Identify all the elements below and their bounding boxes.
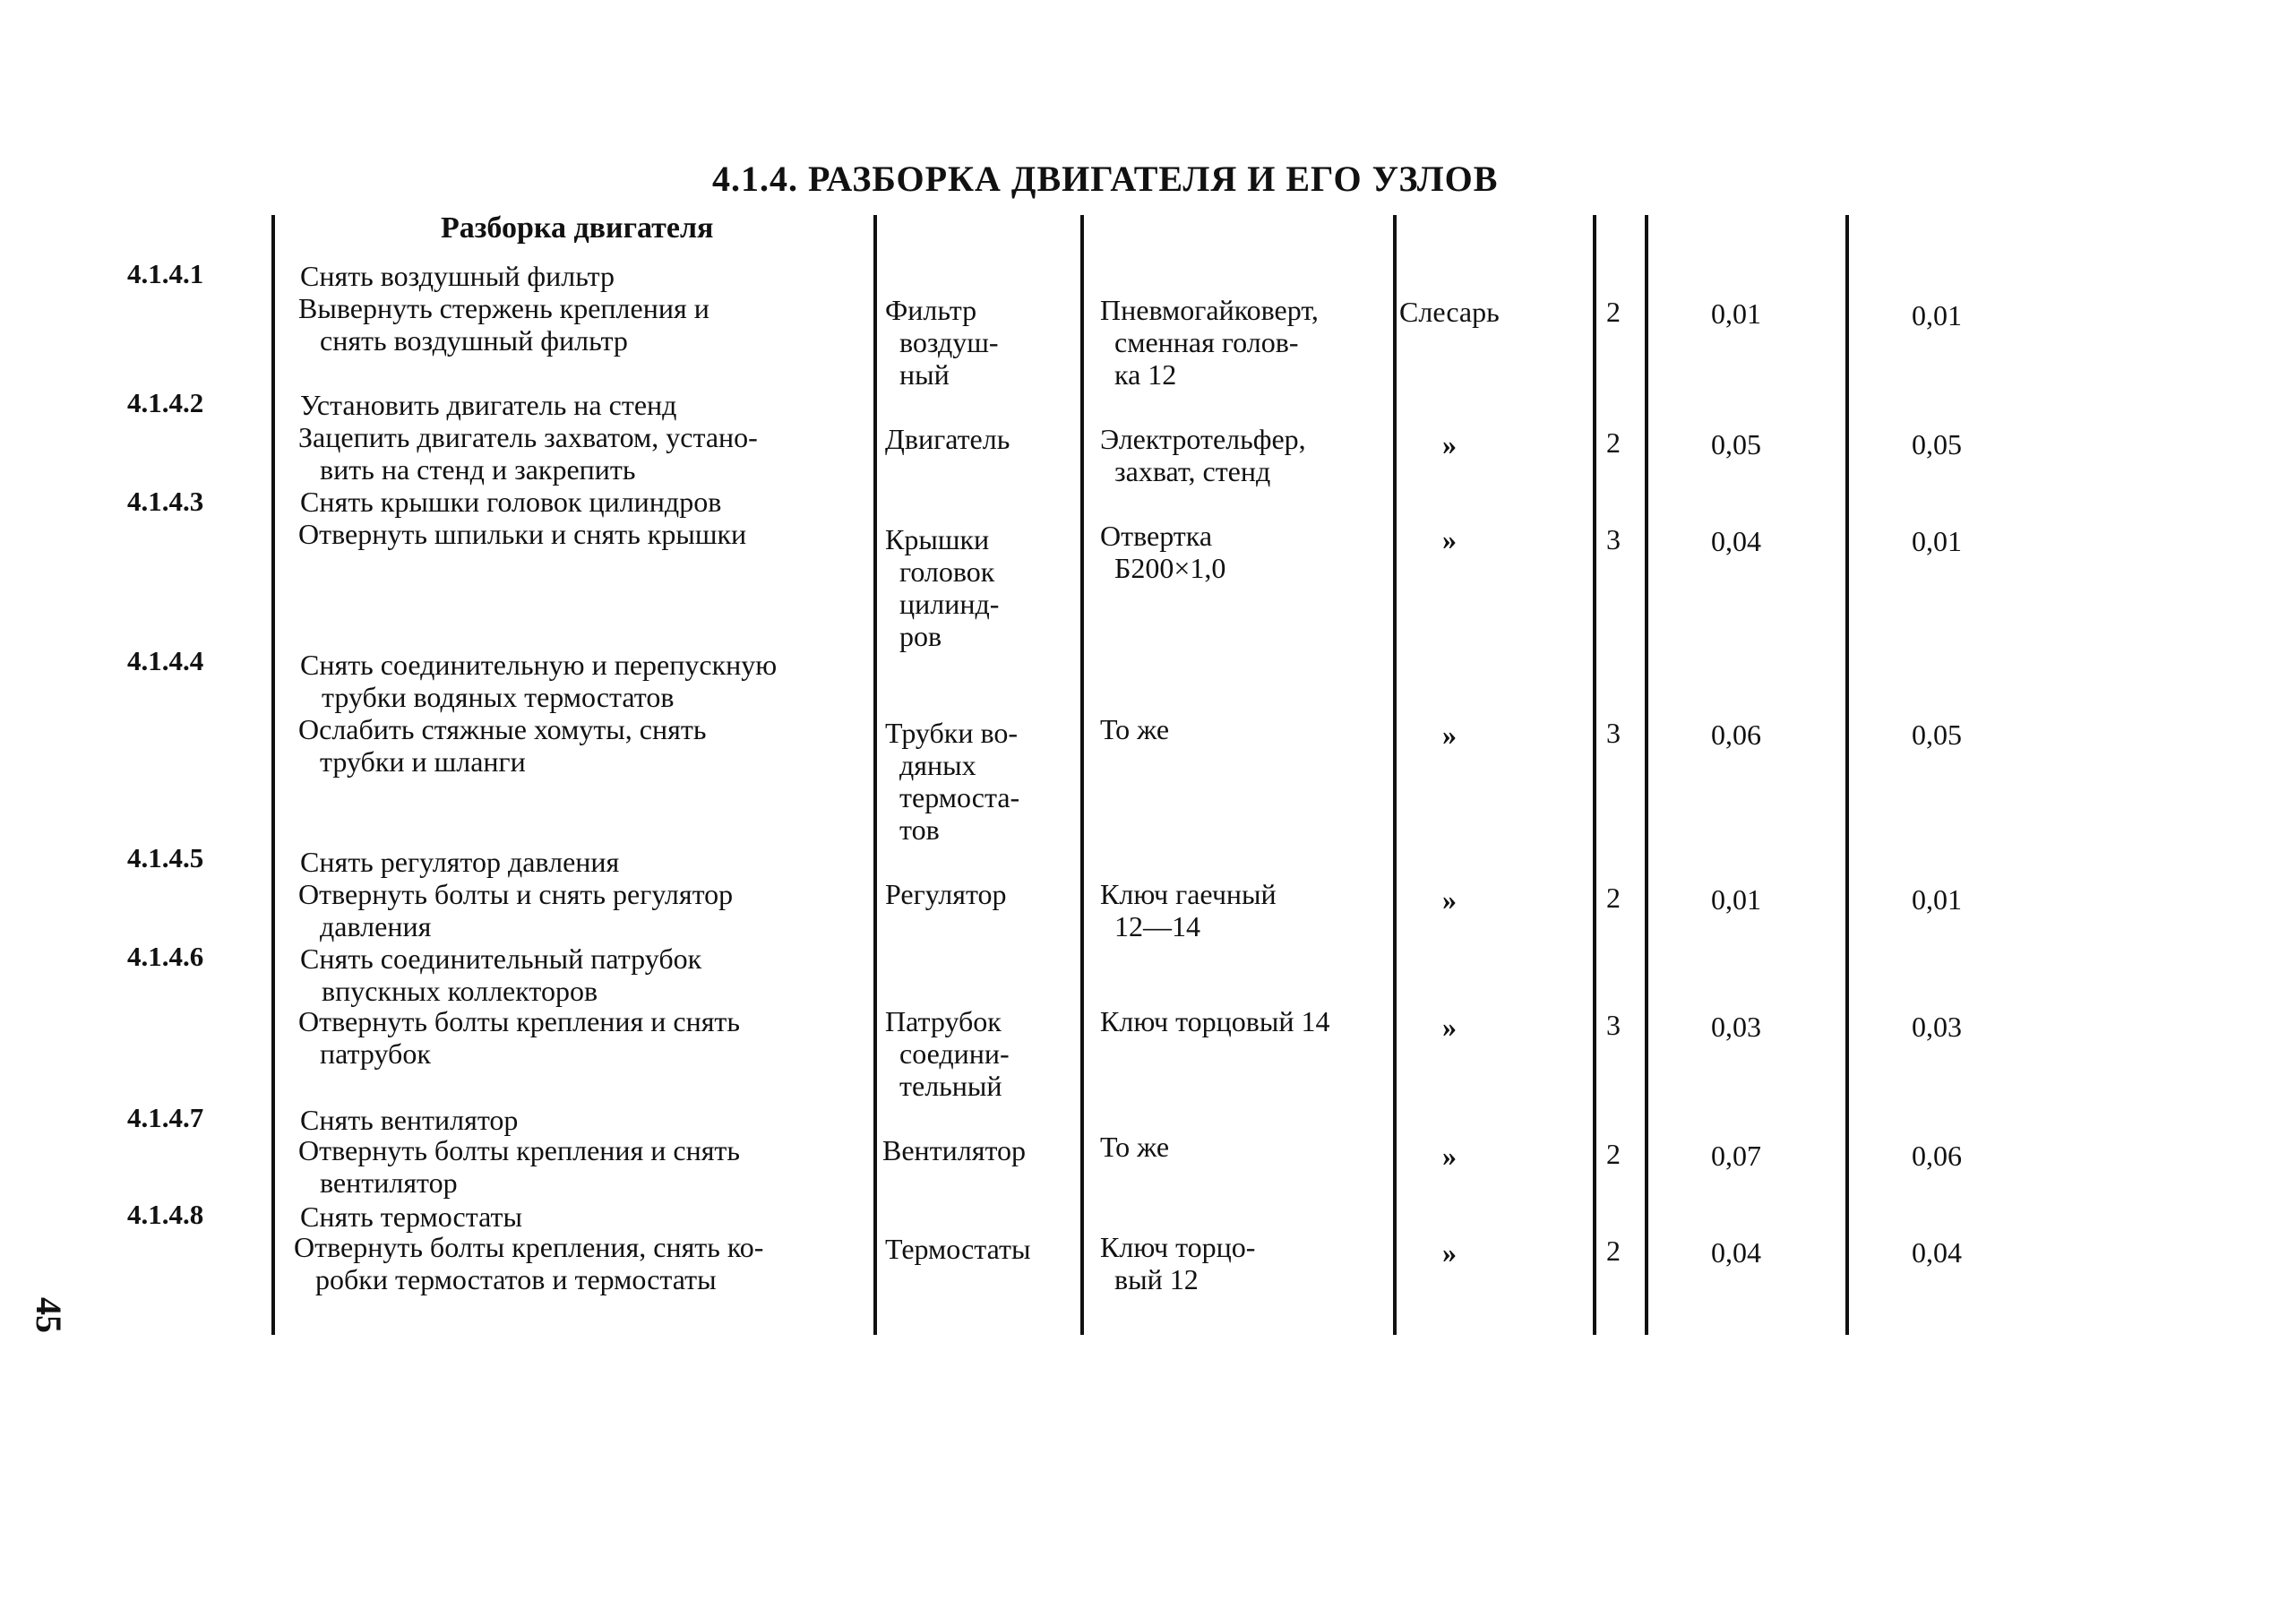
time-value-1: 0,06 xyxy=(1711,718,1761,751)
time-value-2: 0,05 xyxy=(1912,428,1962,460)
operation-title: Установить двигатель на стенд xyxy=(300,389,677,421)
ditto-mark: » xyxy=(1442,718,1457,751)
component-name: Термостаты xyxy=(885,1233,1031,1265)
operation-title: Снять термостаты xyxy=(300,1200,522,1233)
worker-count: 3 xyxy=(1606,1009,1621,1041)
row-number: 4.1.4.6 xyxy=(127,941,204,972)
worker-count: 2 xyxy=(1606,426,1621,459)
row-number: 4.1.4.5 xyxy=(127,842,204,873)
operation-description: Ослабить стяжные хомуты, снять трубки и шланги xyxy=(298,713,707,778)
ditto-mark: » xyxy=(1442,523,1457,555)
page-title: 4.1.4. РАЗБОРКА ДВИГАТЕЛЯ И ЕГО УЗЛОВ xyxy=(712,159,1499,199)
operation-title: Снять вентилятор xyxy=(300,1104,519,1136)
operation-description: Вывернуть стержень крепления и снять воздушный фильтр xyxy=(298,292,709,357)
column-rule xyxy=(1080,215,1084,1335)
ditto-mark: » xyxy=(1442,428,1457,460)
row-number: 4.1.4.3 xyxy=(127,486,204,517)
time-value-1: 0,03 xyxy=(1711,1011,1761,1043)
time-value-1: 0,01 xyxy=(1711,883,1761,916)
time-value-1: 0,05 xyxy=(1711,428,1761,460)
worker-count: 2 xyxy=(1606,882,1621,914)
time-value-2: 0,04 xyxy=(1912,1236,1962,1269)
tool-name: Отвертка Б200×1,0 xyxy=(1100,520,1226,584)
time-value-1: 0,04 xyxy=(1711,1236,1761,1269)
operation-description: Отвернуть болты крепления, снять ко- робки термостатов и термостаты xyxy=(294,1231,764,1295)
worker-count: 2 xyxy=(1606,296,1621,328)
operation-title: Снять крышки головок цилиндров xyxy=(300,486,722,518)
component-name: Крышки головок цилинд- ров xyxy=(885,523,1000,652)
operation-description: Отвернуть болты и снять регулятор давления xyxy=(298,878,734,942)
column-rule xyxy=(1645,215,1648,1335)
column-rule xyxy=(271,215,275,1335)
operation-description: Отвернуть болты крепления и снять патрубок xyxy=(298,1005,740,1070)
operation-description: Зацепить двигатель захватом, устано- вить на стенд и закрепить xyxy=(298,421,758,486)
operation-title: Снять соединительную и перепускную трубки водяных термостатов xyxy=(300,649,778,713)
worker-count: 3 xyxy=(1606,717,1621,749)
operation-title: Снять регулятор давления xyxy=(300,846,620,878)
ditto-mark: » xyxy=(1442,1011,1457,1043)
column-rule xyxy=(873,215,877,1335)
row-number: 4.1.4.1 xyxy=(127,258,204,289)
row-number: 4.1.4.7 xyxy=(127,1102,204,1133)
tool-name: То же xyxy=(1100,713,1170,745)
row-number: 4.1.4.4 xyxy=(127,645,204,676)
time-value-2: 0,01 xyxy=(1912,299,1962,331)
operation-title: Снять соединительный патрубок впускных коллекторов xyxy=(300,942,702,1007)
tool-name: Ключ торцовый 14 xyxy=(1100,1005,1330,1037)
page-number: 45 xyxy=(29,1297,69,1333)
component-name: Фильтр воздуш- ный xyxy=(885,294,999,391)
section-heading: Разборка двигателя xyxy=(441,211,714,245)
ditto-mark: » xyxy=(1442,1236,1457,1269)
time-value-2: 0,06 xyxy=(1912,1140,1962,1172)
operation-description: Отвернуть болты крепления и снять вентилятор xyxy=(298,1134,740,1199)
worker-count: 2 xyxy=(1606,1138,1621,1170)
component-name: Патрубок соедини- тельный xyxy=(885,1005,1010,1102)
component-name: Вентилятор xyxy=(882,1134,1027,1166)
tool-name: Пневмогайковерт, сменная голов- ка 12 xyxy=(1100,294,1319,391)
ditto-mark: » xyxy=(1442,883,1457,916)
operation-title: Снять воздушный фильтр xyxy=(300,260,615,292)
time-value-2: 0,03 xyxy=(1912,1011,1962,1043)
worker-role: Слесарь xyxy=(1399,296,1500,328)
worker-count: 2 xyxy=(1606,1235,1621,1267)
operation-description: Отвернуть шпильки и снять крышки xyxy=(298,518,747,550)
time-value-2: 0,01 xyxy=(1912,525,1962,557)
worker-count: 3 xyxy=(1606,523,1621,555)
time-value-2: 0,01 xyxy=(1912,883,1962,916)
tool-name: То же xyxy=(1100,1131,1170,1163)
column-rule xyxy=(1393,215,1397,1335)
row-number: 4.1.4.8 xyxy=(127,1199,204,1230)
time-value-1: 0,01 xyxy=(1711,297,1761,330)
tool-name: Ключ гаечный 12—14 xyxy=(1100,878,1277,942)
column-rule xyxy=(1593,215,1596,1335)
time-value-1: 0,04 xyxy=(1711,525,1761,557)
component-name: Трубки во- дяных термоста- тов xyxy=(885,717,1020,846)
ditto-mark: » xyxy=(1442,1140,1457,1172)
component-name: Регулятор xyxy=(885,878,1007,910)
time-value-1: 0,07 xyxy=(1711,1140,1761,1172)
row-number: 4.1.4.2 xyxy=(127,387,204,418)
time-value-2: 0,05 xyxy=(1912,718,1962,751)
tool-name: Ключ торцо- вый 12 xyxy=(1100,1231,1256,1295)
tool-name: Электротельфер, захват, стенд xyxy=(1100,423,1306,487)
column-rule xyxy=(1845,215,1849,1335)
component-name: Двигатель xyxy=(885,423,1010,455)
